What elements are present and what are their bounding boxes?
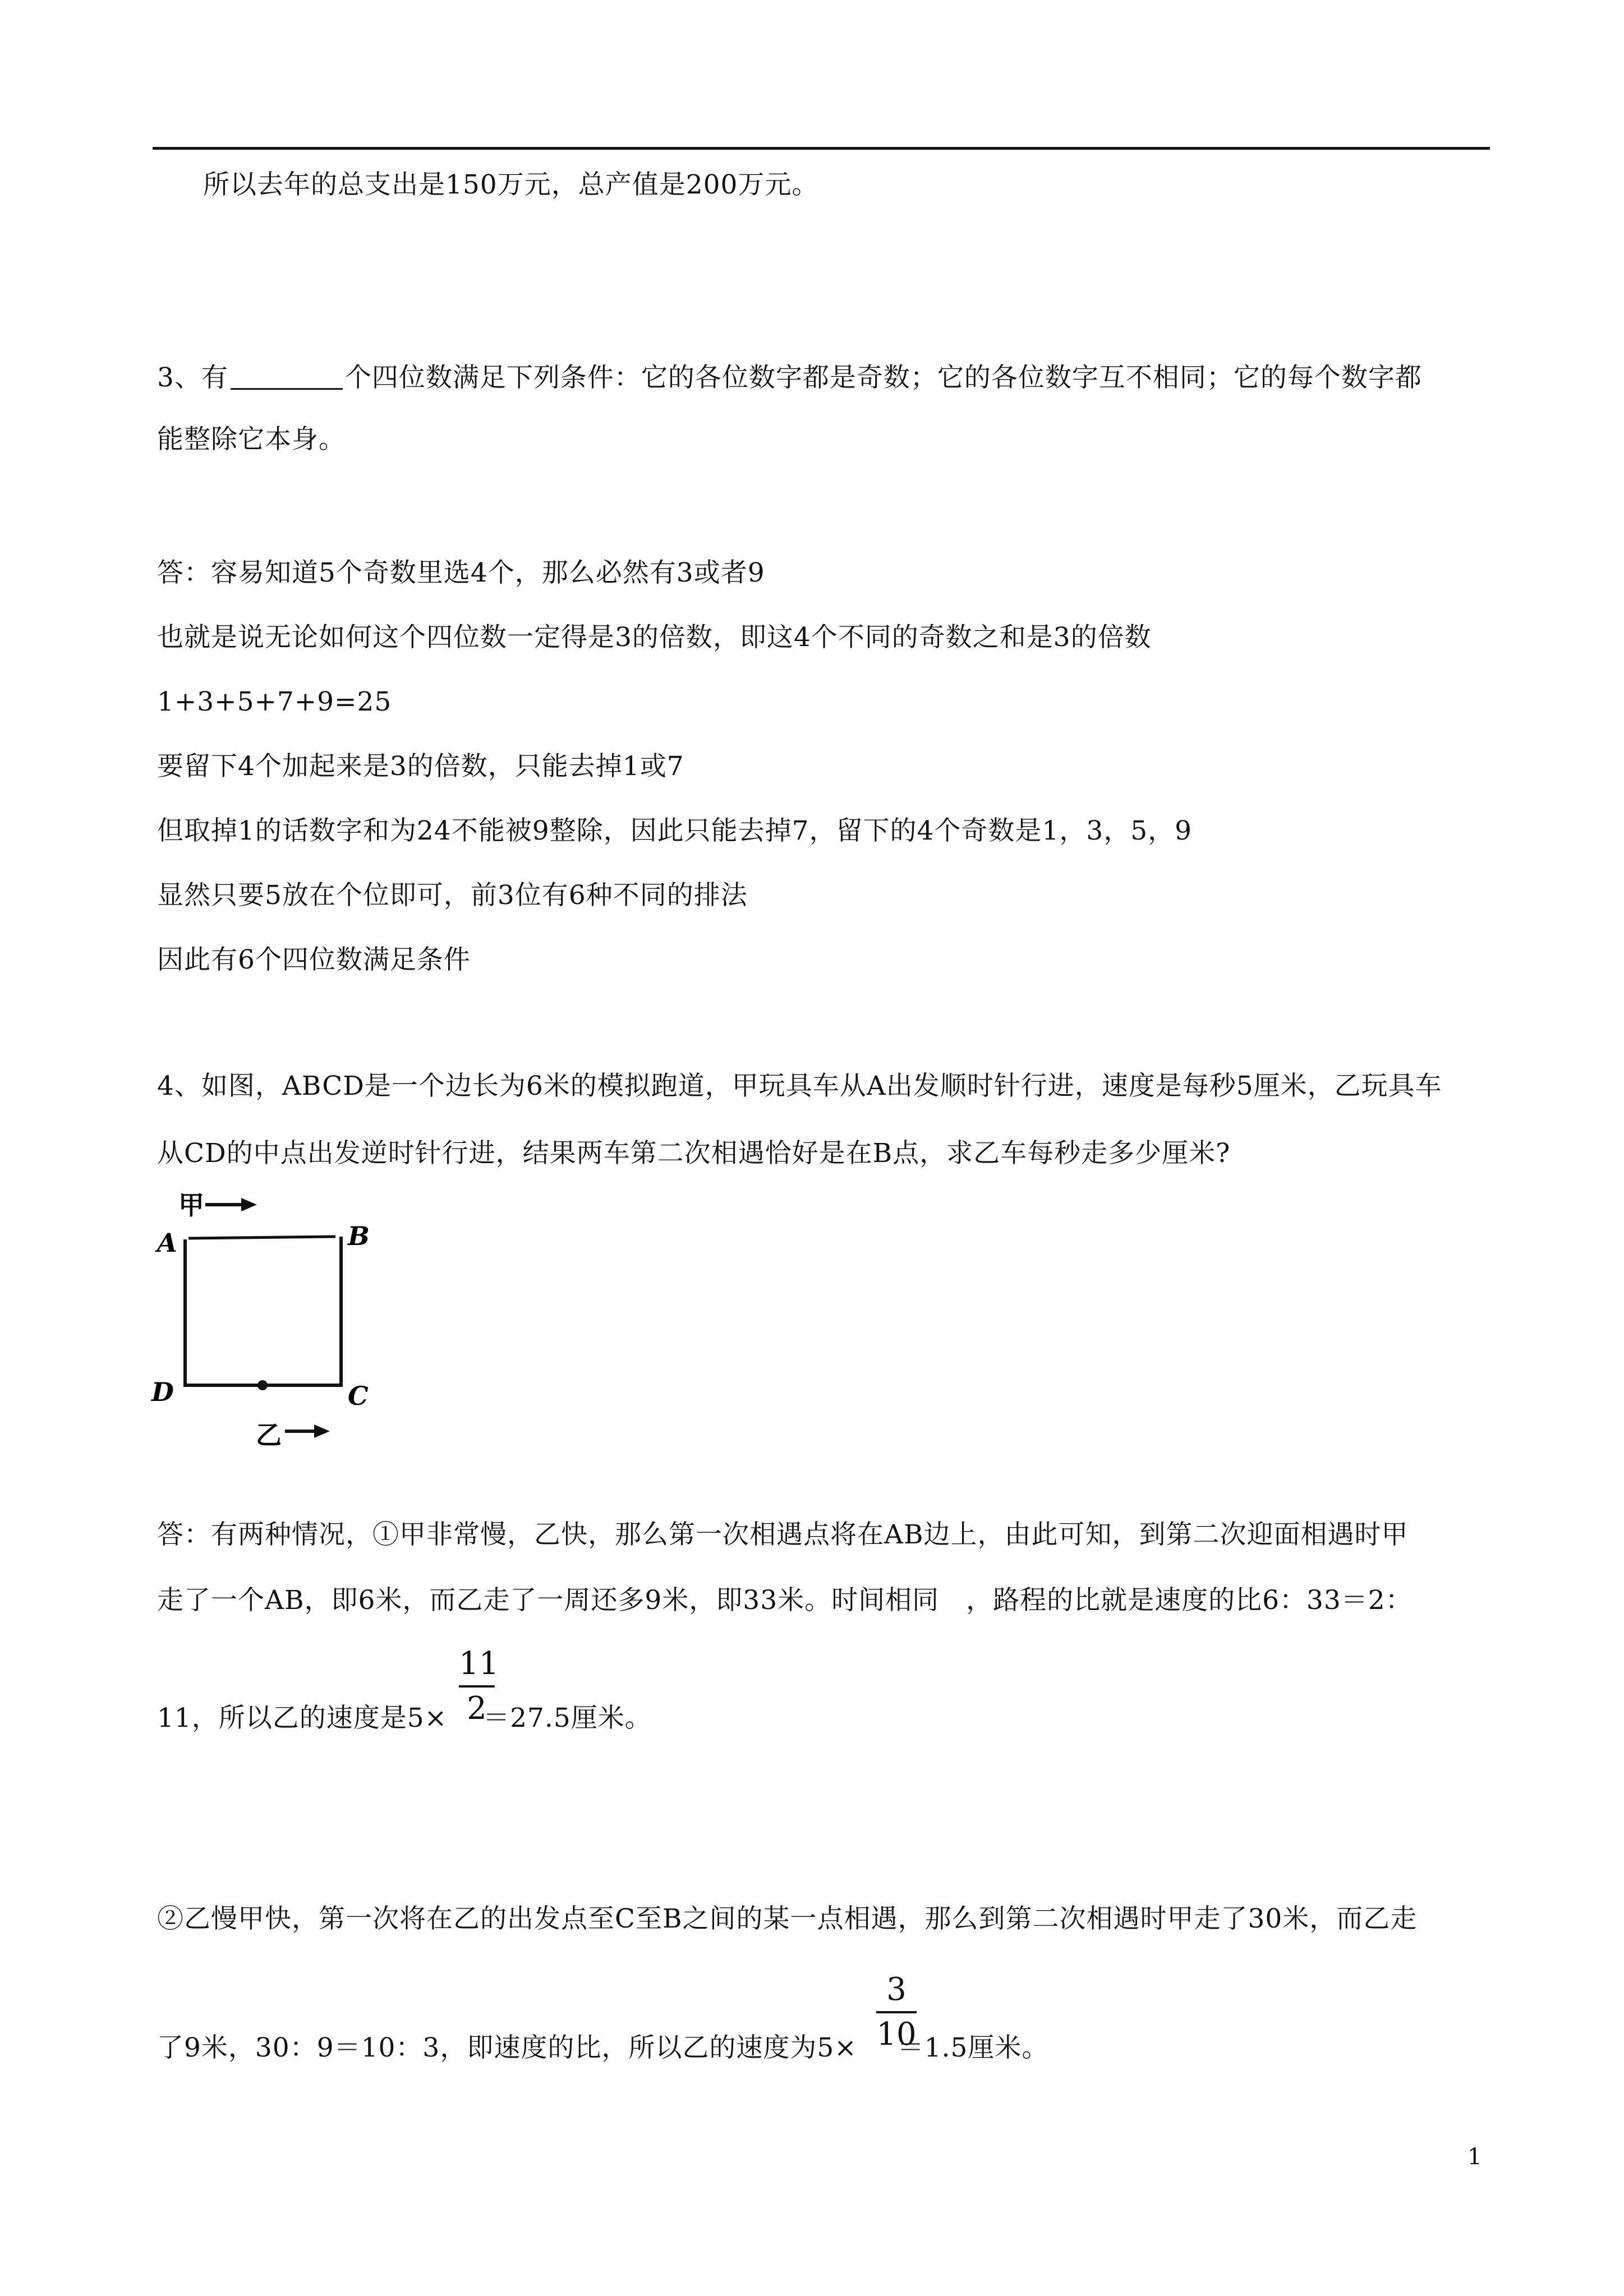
fraction-three-tenths [876, 1972, 917, 2053]
corner-label-c: C [348, 1381, 369, 1411]
answer-4-line-3-post: ＝27.5厘米。 [483, 1703, 652, 1733]
answer-3-line-2: 也就是说无论如何这个四位数一定得是3的倍数，即这4个不同的奇数之和是3的倍数 [157, 622, 1152, 653]
answer-blank [231, 363, 343, 390]
answer-4-line-3-pre: 11，所以乙的速度是5× [157, 1703, 448, 1733]
question-3-prefix: 3、有 [157, 362, 228, 393]
track-top-side [188, 1237, 335, 1238]
fraction-numerator: 3 [886, 1971, 907, 2008]
answer-3-line-7: 因此有6个四位数满足条件 [157, 944, 471, 975]
fraction-bar [459, 1685, 495, 1688]
header-rule [153, 147, 1490, 150]
answer-4-line-2: 走了一个AB，即6米，而乙走了一周还多9米，即33米。时间相同 ，路程的比就是速度的比6：33＝2： [157, 1585, 1413, 1616]
answer-4b-line-1: ②乙慢甲快，第一次将在乙的出发点至C至B之间的某一点相遇，那么到第二次相遇时甲走了30米，而乙走 [157, 1903, 1418, 1934]
page-number: 1 [1467, 2144, 1482, 2170]
fraction-denominator: 2 [467, 1690, 487, 1727]
answer-4b-line-2-post: ＝1.5厘米。 [897, 2032, 1049, 2063]
question-3-line-2: 能整除它本身。 [157, 424, 346, 455]
jia-arrow-head [241, 1198, 257, 1211]
corner-label-b: B [348, 1221, 370, 1251]
corner-label-d: D [151, 1377, 174, 1407]
question-4-line-1: 4、如图，ABCD是一个边长为6米的模拟跑道，甲玩具车从A出发顺时针行进，速度是每秒5厘米，乙玩具车 [157, 1071, 1442, 1101]
answer-3-line-5: 但取掉1的话数字和为24不能被9整除，因此只能去掉7，留下的4个奇数是1，3，5，9 [157, 815, 1193, 846]
label-yi: 乙 [256, 1420, 282, 1450]
fraction-numerator: 11 [459, 1645, 499, 1682]
fraction-eleven-halves [459, 1645, 499, 1727]
label-jia: 甲 [178, 1190, 204, 1220]
answer-3-line-1: 答：容易知道5个奇数里选4个，那么必然有3或者9 [157, 557, 765, 588]
paragraph-previous-answer: 所以去年的总支出是150万元，总产值是200万元。 [203, 169, 819, 200]
answer-3-line-4: 要留下4个加起来是3的倍数，只能去掉1或7 [157, 751, 684, 782]
answer-3-line-3: 1+3+5+7+9=25 [157, 686, 392, 717]
fraction-bar [876, 2011, 917, 2013]
question-3-line-1 [157, 360, 1422, 396]
answer-4-line-1: 答：有两种情况，①甲非常慢，乙快，那么第一次相遇点将在AB边上，由此可知，到第二次迎面相遇时甲 [157, 1519, 1409, 1550]
answer-3-line-6: 显然只要5放在个位即可，前3位有6种不同的排法 [157, 880, 748, 911]
cd-midpoint-dot [257, 1380, 268, 1390]
question-4-line-2: 从CD的中点出发逆时针行进，结果两车第二次相遇恰好是在B点，求乙车每秒走多少厘米? [157, 1138, 1231, 1169]
answer-4-line-3 [157, 1700, 652, 1736]
track-diagram [150, 1189, 386, 1481]
yi-arrow-head [314, 1424, 330, 1438]
fraction-denominator: 10 [876, 2016, 917, 2053]
question-3-suffix: 个四位数满足下列条件：它的各位数字都是奇数；它的各位数字互不相同；它的每个数字都 [344, 362, 1422, 393]
square-track [185, 1237, 341, 1385]
corner-label-a: A [157, 1228, 177, 1258]
answer-4b-line-2-pre: 了9米，30：9＝10：3，即速度的比，所以乙的速度为5× [157, 2032, 857, 2063]
